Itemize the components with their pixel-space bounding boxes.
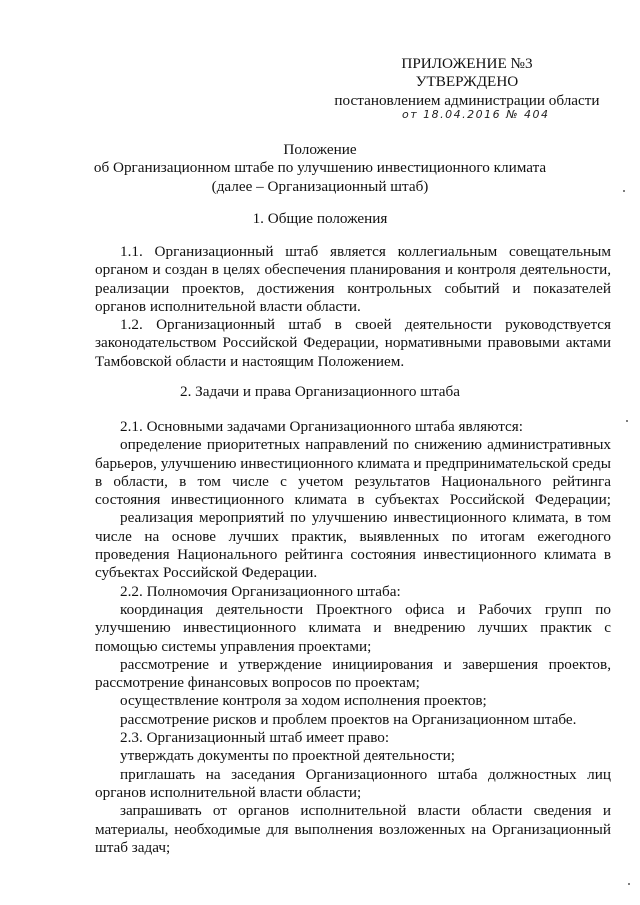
paragraph: 2.1. Основными задачами Организационного штаба являются: [120,418,523,435]
section-1-heading: 1. Общие положения [252,210,388,227]
scan-speck [623,190,625,192]
section-2-body [95,418,611,857]
paragraph: запрашивать от органов исполнительной власти области сведения и материалы, необходимые для выполнения возложенных на Организационный штаб задач; [95,802,611,856]
title-line-2: об Организационном штабе по улучшению инвестиционного климата [93,159,547,177]
paragraph: рассмотрение рисков и проблем проектов на Организационном штабе. [120,710,577,728]
handwritten-date-number: от 18.04.2016 № 404 [402,107,550,121]
appendix-number: ПРИЛОЖЕНИЕ №3 [401,55,533,72]
paragraph: 1.2. Организационный штаб в своей деятельности руководствуется законодательством Российской Федерации, нормативными правовыми актами Тамбовской области и настоящим Положением. [95,316,611,370]
document-title [0,141,640,196]
approval-header [332,55,602,121]
paragraph: рассмотрение и утверждение инициирования и завершения проектов, рассмотрение финансовых вопросов по проектам; [95,655,611,692]
section-2-heading: 2. Задачи и права Организационного штаба [179,383,461,400]
paragraph: 2.3. Организационный штаб имеет право: [120,729,390,747]
title-line-3: (далее – Организационный штаб) [211,177,429,195]
scan-speck [626,420,628,422]
scan-speck [628,883,630,885]
approved-label: УТВЕРЖДЕНО [415,73,519,91]
paragraph: определение приоритетных направлений по снижению административных барьеров, улучшению инвестиционного климата и предпринимательской среды в области, в том числе с учетом результатов Национального рейтинга состояния инвестиционного климата в субъектах Российской Федерации; [95,436,611,509]
paragraph: 1.1. Организационный штаб является коллегиальным совещательным органом и создан в целях обеспечения планирования и контроля деятельности, реализации проектов, достижения контрольных событий и показателей органов исполнительной власти области. [95,243,611,315]
paragraph: осуществление контроля за ходом исполнения проектов; [120,692,487,710]
paragraph: утверждать документы по проектной деятельности; [120,747,455,765]
section-1-body [95,243,611,371]
paragraph: реализация мероприятий по улучшению инвестиционного климата, в том числе на основе лучших практик, выявленных по итогам ежегодного проведения Национального рейтинга состояния инвестиционного климата в субъектах Российской Федерации. [95,509,611,582]
resolution-label: постановлением администрации области [334,91,600,109]
paragraph: 2.2. Полномочия Организационного штаба: [120,582,401,600]
paragraph: приглашать на заседания Организационного штаба должностных лиц органов исполнительной власти области; [95,765,611,801]
paragraph: координация деятельности Проектного офиса и Рабочих групп по улучшению инвестиционного климата и внедрению лучших практик с помощью системы управления проектами; [95,600,611,655]
title-line-1: Положение [283,141,357,158]
